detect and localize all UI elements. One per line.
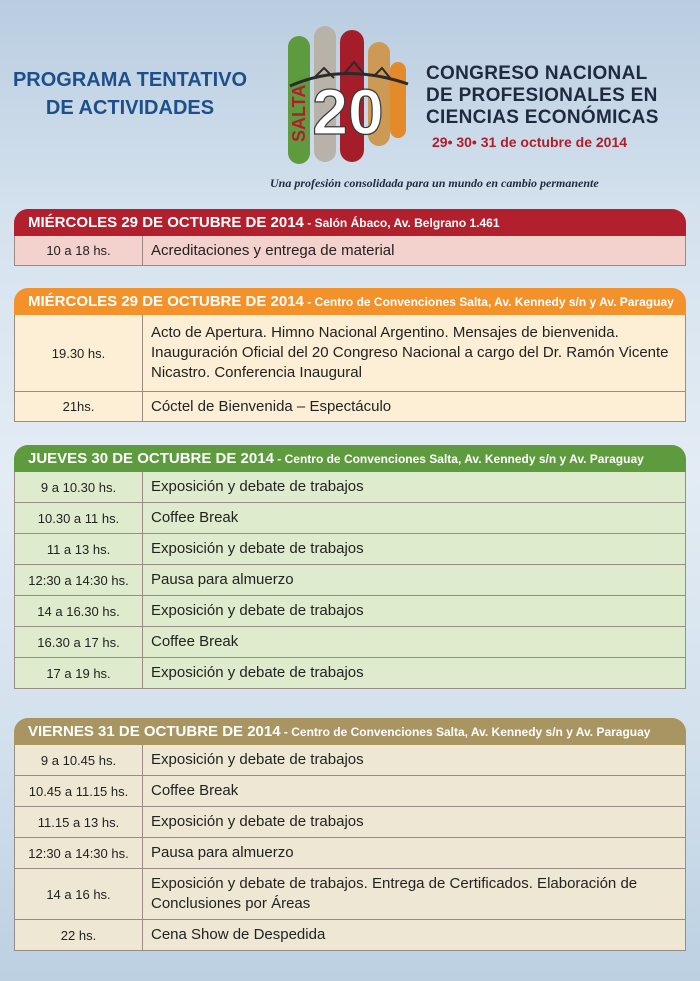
activity-cell: Exposición y debate de trabajos <box>151 478 364 495</box>
day-section-wednesday-2 <box>14 288 686 422</box>
table-row <box>15 626 685 657</box>
table-row <box>15 472 685 502</box>
activity-cell: Exposición y debate de trabajos <box>151 751 364 768</box>
time-cell: 16.30 a 17 hs. <box>15 627 143 657</box>
congress-title-line2: DE PROFESIONALES EN <box>426 85 658 106</box>
motto: Una profesión consolidada para un mundo en cambio permanente <box>270 176 599 190</box>
table-row <box>15 775 685 806</box>
activity-cell: Pausa para almuerzo <box>151 844 294 861</box>
activity-cell: Cena Show de Despedida <box>151 926 326 943</box>
activity-cell: Cóctel de Bienvenida – Espectáculo <box>151 397 392 415</box>
section-header <box>14 445 686 472</box>
program-title-line2: DE ACTIVIDADES <box>45 97 215 119</box>
time-cell: 10.30 a 11 hs. <box>15 503 143 533</box>
table-row <box>15 595 685 626</box>
section-venue: - Salón Ábaco, Av. Belgrano 1.461 <box>303 216 500 230</box>
program-title-line1: PROGRAMA TENTATIVO <box>12 69 248 91</box>
activity-cell: Coffee Break <box>151 633 239 650</box>
time-cell: 21hs. <box>15 392 143 421</box>
congress-title-line3: CIENCIAS ECONÓMICAS <box>426 107 659 128</box>
section-venue: - Centro de Convenciones Salta, Av. Kennedy s/n y Av. Paraguay <box>273 452 644 466</box>
table-row <box>15 919 685 950</box>
time-cell: 11.15 a 13 hs. <box>15 807 143 837</box>
day-section-friday <box>14 718 686 951</box>
table-row <box>15 315 685 391</box>
section-header <box>14 288 686 315</box>
activity-cell: Exposición y debate de trabajos. Entrega de Certificados. Elaboración de Conclusiones por Áreas <box>151 875 638 912</box>
section-day: VIERNES 31 DE OCTUBRE DE 2014 <box>28 723 281 740</box>
activity-cell: Acto de Apertura. Himno Nacional Argentino. Mensajes de bienvenida. Inauguración Oficial del 20 Congreso Nacional a cargo del Dr. Ramón Vicente Nicastro. Conferencia Inaugural <box>151 324 669 381</box>
day-section-thursday <box>14 445 686 689</box>
schedule-table <box>14 745 686 951</box>
section-venue: - Centro de Convenciones Salta, Av. Kennedy s/n y Av. Paraguay <box>303 295 674 309</box>
activity-cell: Acreditaciones y entrega de material <box>151 241 395 259</box>
time-cell: 9 a 10.45 hs. <box>15 745 143 775</box>
activity-cell: Exposición y debate de trabajos <box>151 813 364 830</box>
activity-cell: Coffee Break <box>151 782 239 799</box>
time-cell: 9 a 10.30 hs. <box>15 472 143 502</box>
section-venue: - Centro de Convenciones Salta, Av. Kennedy s/n y Av. Paraguay <box>280 725 651 739</box>
activity-cell: Pausa para almuerzo <box>151 571 294 588</box>
time-cell: 17 a 19 hs. <box>15 658 143 688</box>
schedule-table <box>14 472 686 689</box>
day-section-wednesday-1 <box>14 209 686 266</box>
table-row <box>15 502 685 533</box>
time-cell: 22 hs. <box>15 920 143 950</box>
table-row <box>15 391 685 421</box>
time-cell: 11 a 13 hs. <box>15 534 143 564</box>
congress-logo <box>284 22 414 167</box>
schedule-table <box>14 315 686 422</box>
congress-dates: 29• 30• 31 de octubre de 2014 <box>432 134 628 150</box>
section-day: MIÉRCOLES 29 DE OCTUBRE DE 2014 <box>28 293 304 310</box>
logo-city: SALTA <box>289 84 309 142</box>
table-row <box>15 868 685 919</box>
section-day: MIÉRCOLES 29 DE OCTUBRE DE 2014 <box>28 214 304 231</box>
time-cell: 10.45 a 11.15 hs. <box>15 776 143 806</box>
time-cell: 12:30 a 14:30 hs. <box>15 565 143 595</box>
schedule-table <box>14 236 686 266</box>
logo-number: 20 <box>312 76 384 148</box>
program-title <box>10 66 250 122</box>
time-cell: 19.30 hs. <box>15 315 143 391</box>
table-row <box>15 806 685 837</box>
section-header <box>14 718 686 745</box>
congress-title <box>426 63 659 129</box>
table-row <box>15 745 685 775</box>
table-row <box>15 837 685 868</box>
section-day: JUEVES 30 DE OCTUBRE DE 2014 <box>28 450 274 467</box>
table-row <box>15 564 685 595</box>
activity-cell: Exposición y debate de trabajos <box>151 664 364 681</box>
congress-title-line1: CONGRESO NACIONAL <box>426 63 648 84</box>
time-cell: 14 a 16 hs. <box>15 869 143 919</box>
activity-cell: Exposición y debate de trabajos <box>151 602 364 619</box>
table-row <box>15 657 685 688</box>
time-cell: 10 a 18 hs. <box>15 236 143 265</box>
activity-cell: Coffee Break <box>151 509 239 526</box>
table-row <box>15 533 685 564</box>
time-cell: 14 a 16.30 hs. <box>15 596 143 626</box>
table-row <box>15 236 685 265</box>
activity-cell: Exposición y debate de trabajos <box>151 540 364 557</box>
time-cell: 12:30 a 14:30 hs. <box>15 838 143 868</box>
section-header <box>14 209 686 236</box>
